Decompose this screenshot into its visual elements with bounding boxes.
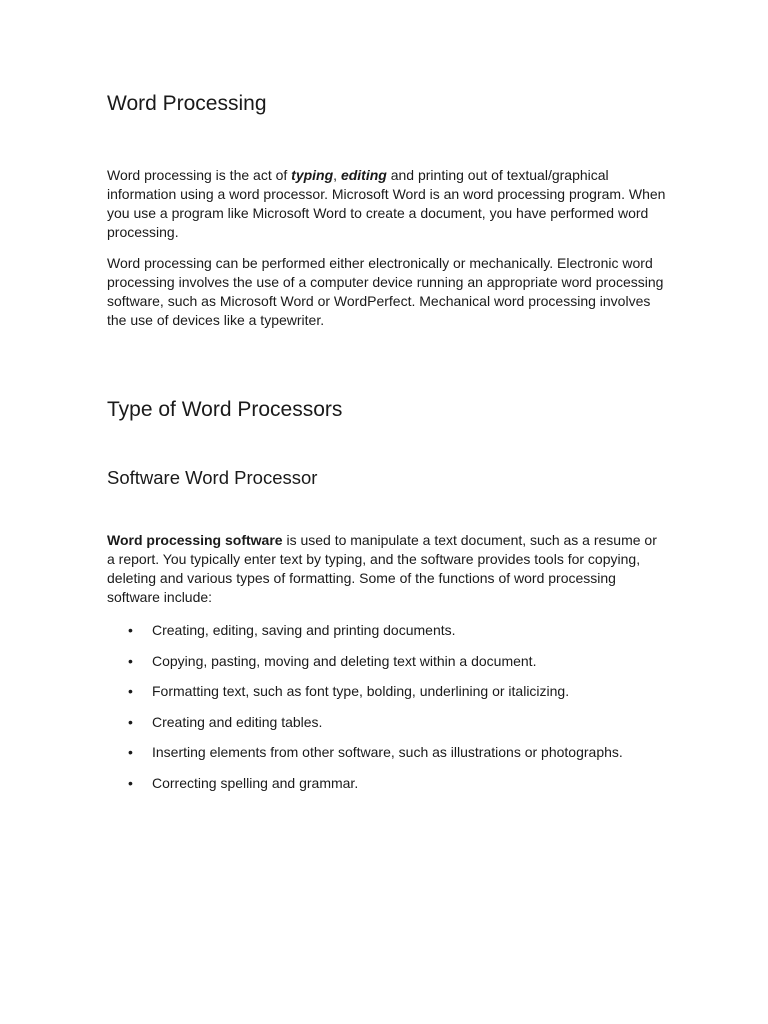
emphasis-typing: typing xyxy=(291,167,334,183)
list-item-text: Creating, editing, saving and printing documents. xyxy=(152,622,456,638)
bullet-icon: • xyxy=(128,744,133,761)
heading-word-processing: Word Processing xyxy=(107,92,267,115)
paragraph-definition-text-1: Word processing is the act of xyxy=(107,167,292,183)
emphasis-editing: editing xyxy=(340,167,387,183)
list-item xyxy=(107,710,677,741)
list-item-text: Copying, pasting, moving and deleting text within a document. xyxy=(152,652,537,669)
list-item xyxy=(107,740,677,771)
list-item xyxy=(107,618,677,649)
paragraph-definition-text-3: and printing out of textual/graphical information using a word processor. Microsoft Word is an word processing program. When you use a program like Microsoft Word to create a document, you have performed word processing. xyxy=(107,167,666,240)
paragraph-definition xyxy=(107,166,667,242)
paragraph-software xyxy=(107,531,667,607)
heading-type-of-word-processors: Type of Word Processors xyxy=(107,398,343,421)
bullet-icon: • xyxy=(128,622,133,638)
paragraph-definition-text-2: , xyxy=(333,167,341,183)
list-item xyxy=(107,649,677,680)
bullet-icon: • xyxy=(128,713,133,730)
list-item-text: Inserting elements from other software, such as illustrations or photographs. xyxy=(152,744,623,761)
list-item-text: Formatting text, such as font type, bolding, underlining or italicizing. xyxy=(152,683,570,700)
list-item-text: Correcting spelling and grammar. xyxy=(152,774,359,791)
list-item-text: Creating and editing tables. xyxy=(152,713,323,730)
bullet-icon: • xyxy=(128,652,133,669)
paragraph-methods: Word processing can be performed either electronically or mechanically. Electronic word processing involves the use of a computer device running an appropriate word processing software, such as Microsoft Word or WordPerfect. Mechanical word processing involves the use of devices like a typewriter. xyxy=(107,255,664,328)
list-item xyxy=(107,679,677,710)
bullet-icon: • xyxy=(128,774,133,791)
functions-list xyxy=(107,618,677,802)
paragraph-software-text: is used to manipulate a text document, such as a resume or a report. You typically enter text by typing, and the software provides tools for copying, deleting and various types of formatting. Some of the functions of word processing software include: xyxy=(107,532,657,605)
bullet-icon: • xyxy=(128,683,133,700)
list-item xyxy=(107,771,677,802)
term-word-processing-software: Word processing software xyxy=(107,532,283,548)
heading-software-word-processor: Software Word Processor xyxy=(107,467,318,488)
